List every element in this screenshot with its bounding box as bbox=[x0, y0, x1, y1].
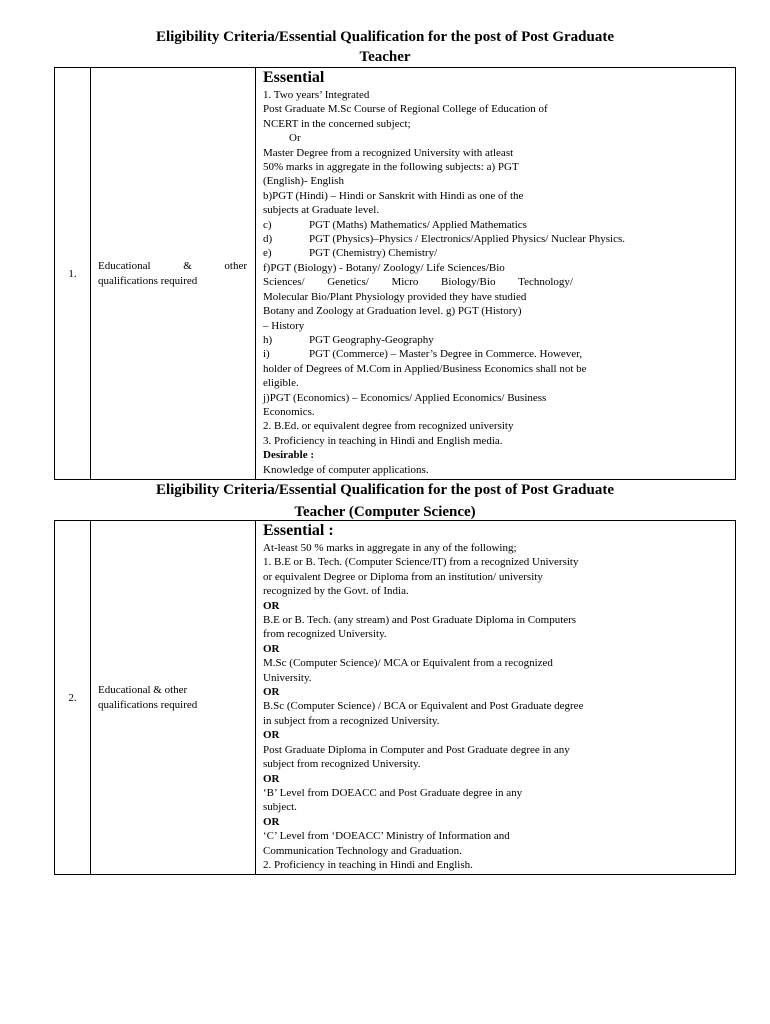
content-line bbox=[263, 232, 735, 246]
section1-title-line1: Eligibility Criteria/Essential Qualification for the post of Post Graduate bbox=[155, 29, 615, 45]
content-line: Post Graduate M.Sc Course of Regional College of Education of bbox=[263, 103, 548, 116]
content-line bbox=[263, 218, 735, 232]
line-word: Biology/Bio bbox=[441, 276, 496, 289]
item-marker: h) bbox=[263, 333, 273, 346]
content-line: subject. bbox=[263, 801, 297, 814]
line-word: Technology/ bbox=[518, 276, 573, 289]
content-line: (English)- English bbox=[263, 175, 344, 188]
content-line: 3. Proficiency in teaching in Hindi and English media. bbox=[263, 434, 503, 447]
desirable-heading: Desirable : bbox=[263, 449, 315, 462]
content-line bbox=[263, 275, 573, 289]
content-line: Molecular Bio/Plant Physiology provided they have studied bbox=[263, 290, 527, 303]
content-line bbox=[263, 246, 735, 260]
content-line: eligible. bbox=[263, 377, 299, 390]
label-word: Educational bbox=[98, 259, 151, 272]
content-line: NCERT in the concerned subject; bbox=[263, 117, 411, 130]
content-line: 1. Two years’ Integrated bbox=[263, 89, 370, 101]
content-line: Master Degree from a recognized University with atleast bbox=[263, 146, 514, 159]
row-number: 1. bbox=[55, 68, 91, 480]
item-text: PGT (Physics)–Physics / Electronics/Applied Physics/ Nuclear Physics. bbox=[309, 233, 626, 246]
item-text: PGT (Maths) Mathematics/ Applied Mathematics bbox=[309, 218, 527, 231]
or-separator: OR bbox=[263, 815, 280, 828]
content-line: holder of Degrees of M.Com in Applied/Business Economics shall not be bbox=[263, 362, 587, 375]
content-line: Or bbox=[289, 132, 301, 145]
line-word: Micro bbox=[391, 276, 419, 289]
section1-title bbox=[0, 27, 770, 67]
or-separator: OR bbox=[263, 772, 280, 785]
label-line: qualifications required bbox=[98, 698, 198, 711]
section2-title bbox=[0, 479, 770, 523]
label-word: other bbox=[224, 259, 247, 272]
content-line: At-least 50 % marks in aggregate in any of the following; bbox=[263, 542, 517, 554]
content-line: 1. B.E or B. Tech. (Computer Science/IT) from a recognized University bbox=[263, 556, 579, 569]
content-line: from recognized University. bbox=[263, 628, 387, 641]
label-word: & bbox=[183, 259, 192, 272]
label-line: qualifications required bbox=[98, 274, 198, 287]
content-line: Economics. bbox=[263, 405, 315, 418]
content-line: Botany and Zoology at Graduation level. g) PGT (History) bbox=[263, 305, 522, 318]
section1-table bbox=[54, 67, 736, 480]
item-text: PGT (Chemistry) Chemistry/ bbox=[309, 247, 438, 260]
content-line: subject from recognized University. bbox=[263, 758, 421, 771]
content-line: – History bbox=[263, 319, 305, 332]
content-line: 2. B.Ed. or equivalent degree from recognized university bbox=[263, 420, 514, 433]
table-row bbox=[55, 521, 736, 875]
qualification-content bbox=[256, 521, 736, 875]
essential-heading: Essential bbox=[263, 69, 325, 86]
qualification-label bbox=[91, 68, 256, 480]
content-line: University. bbox=[263, 671, 312, 684]
content-line: 50% marks in aggregate in the following subjects: a) PGT bbox=[263, 161, 519, 174]
content-line: B.E or B. Tech. (any stream) and Post Graduate Diploma in Computers bbox=[263, 614, 577, 627]
table-row bbox=[55, 68, 736, 480]
line-word: Genetics/ bbox=[327, 276, 369, 289]
content-line: B.Sc (Computer Science) / BCA or Equivalent and Post Graduate degree bbox=[263, 700, 584, 713]
item-marker: d) bbox=[263, 233, 273, 246]
section2-title-line1: Eligibility Criteria/Essential Qualification for the post of Post Graduate bbox=[155, 482, 615, 498]
or-separator: OR bbox=[263, 729, 280, 742]
label-line: Educational & other bbox=[98, 683, 188, 696]
content-line bbox=[263, 347, 735, 361]
content-line: Post Graduate Diploma in Computer and Post Graduate degree in any bbox=[263, 743, 570, 756]
essential-heading: Essential : bbox=[263, 522, 334, 539]
content-line: Communication Technology and Graduation. bbox=[263, 844, 462, 857]
content-line: subjects at Graduate level. bbox=[263, 204, 380, 217]
content-line: f)PGT (Biology) - Botany/ Zoology/ Life Sciences/Bio bbox=[263, 261, 505, 274]
content-line: M.Sc (Computer Science)/ MCA or Equivalent from a recognized bbox=[263, 657, 553, 670]
item-text: PGT Geography-Geography bbox=[309, 333, 434, 346]
content-line: or equivalent Degree or Diploma from an institution/ university bbox=[263, 570, 543, 583]
item-marker: e) bbox=[263, 247, 272, 260]
or-separator: OR bbox=[263, 686, 280, 699]
line-word: Sciences/ bbox=[263, 276, 305, 289]
content-line bbox=[263, 333, 735, 347]
content-line: ‘B’ Level from DOEACC and Post Graduate degree in any bbox=[263, 786, 523, 799]
content-line: b)PGT (Hindi) – Hindi or Sanskrit with Hindi as one of the bbox=[263, 189, 524, 202]
or-separator: OR bbox=[263, 599, 280, 612]
row-number: 2. bbox=[55, 521, 91, 875]
content-line: in subject from a recognized University. bbox=[263, 714, 440, 727]
content-line: ‘C’ Level from ‘DOEACC’ Ministry of Information and bbox=[263, 830, 510, 843]
item-marker: c) bbox=[263, 218, 272, 231]
content-line: j)PGT (Economics) – Economics/ Applied Economics/ Business bbox=[263, 391, 547, 404]
section2-table bbox=[54, 520, 736, 875]
or-separator: OR bbox=[263, 642, 280, 655]
qualification-label bbox=[91, 521, 256, 875]
item-text: PGT (Commerce) – Master’s Degree in Commerce. However, bbox=[309, 348, 583, 361]
item-marker: i) bbox=[263, 348, 270, 361]
qualification-content bbox=[256, 68, 736, 480]
section1-title-line2: Teacher bbox=[359, 49, 411, 65]
content-line: recognized by the Govt. of India. bbox=[263, 585, 409, 598]
content-line: 2. Proficiency in teaching in Hindi and English. bbox=[263, 858, 473, 871]
section2-title-line2: Teacher (Computer Science) bbox=[294, 504, 476, 520]
desirable-text: Knowledge of computer applications. bbox=[263, 463, 429, 476]
